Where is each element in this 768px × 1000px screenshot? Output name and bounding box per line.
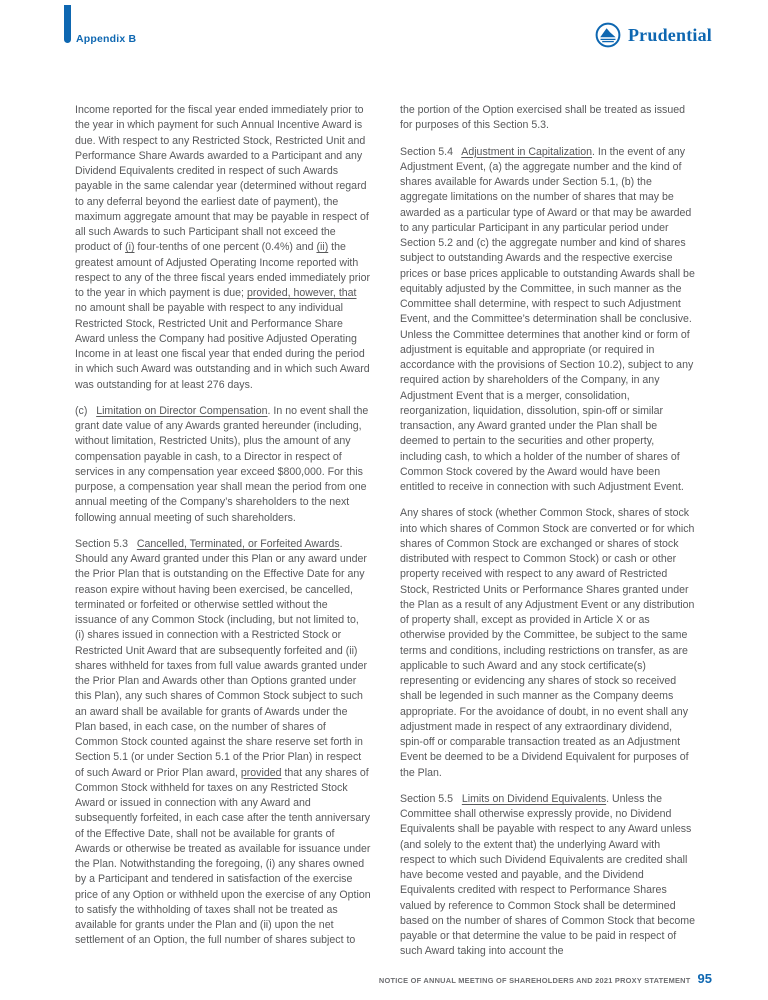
- brand-logo: [595, 22, 712, 48]
- paragraph: Any shares of stock (whether Common Stock, shares of stock into which shares of Common Stock are converted or for which shares of Common Stock are exchanged or shares of stock distributed with respect to Common Stock) or cash or other property received with respect to any award of Restricted Stock, Restricted Units or Performance Shares granted under the Plan as a result of any Adjustment Event or any distribution of property shall, except as provided in Article X or as otherwise provided by the Committee, be subject to the same terms and conditions, including restrictions on transfer, as are applicable to such Award and any stock certificate(s) representing or evidencing any shares of stock so received shall be legended in such manner as the Company deems appropriate. For the avoidance of doubt, in no event shall any adjustment made in respect of any extraordinary dividend, spin-off or comparable transaction treated as an Adjustment Event be deemed to be a Dividend Equivalent for purposes of the Plan.: [400, 507, 698, 779]
- paragraph: Income reported for the fiscal year ended immediately prior to the year in which payment for such Annual Incentive Award is due. With respect to any Restricted Stock, Restricted Unit and Performance Share Awards awarded to a Participant and any Dividend Equivalents credited in respect of such Awards payable in the same calendar year (determined without regard to any deferral beyond the earliest date of payment), the maximum aggregate amount that may be payable in respect of all such Awards to such Participant shall not exceed the product of (i) four-tenths of one percent (0.4%) and (ii) the greatest amount of Adjusted Operating Income reported with respect to any of the three fiscal years ended immediately prior to the year in which payment is due; provided, however, that no amount shall be payable with respect to any individual Restricted Stock, Restricted Unit and Performance Share Award unless the Company had positive Adjusted Operating Income in at least one fiscal year that ended during the period in which such Award was outstanding and in which such Award was outstanding for at least 276 days.: [75, 104, 373, 391]
- paragraph: Section 5.4 Adjustment in Capitalization. In the event of any Adjustment Event, (a) the aggregate number and the kind of shares available for Awards under Section 5.1, (b) the aggregate limitations on the number of shares that may be awarded as a particular type of Award or that may be awarded to any particular Participant in any particular period under Section 5.2 and (c) the aggregate number and kind of shares subject to outstanding Awards and the respective exercise prices or base prices applicable to outstanding Awards shall be equitably adjusted by the Committee, in such manner as the Committee shall determine, with respect to such Adjustment Event, and the Committee’s determination shall be conclusive. Unless the Committee determines that another kind or form of adjustment is equitable and appropriate (or required in accordance with the provisions of Section 10.2), subject to any required action by shareholders of the Company, in any Adjustment Event that is a merger, consolidation, reorganization, liquidation, dissolution, spin-off or similar transaction, any Award granted under the Plan shall be deemed to pertain to the securities and other property, including cash, to which a holder of the number of shares of Common Stock covered by the Award would have been entitled to receive in connection with such Adjustment Event.: [400, 145, 698, 493]
- appendix-accent-bar: [64, 5, 71, 43]
- appendix-label: Appendix B: [76, 33, 137, 45]
- page-number: 95: [697, 971, 712, 986]
- prudential-rock-icon: [595, 22, 621, 48]
- paragraph: Section 5.3 Cancelled, Terminated, or Forfeited Awards. Should any Award granted under this Plan or any award under the Prior Plan that is outstanding on the Effective Date for any reason expire without having been exercised, be cancelled, terminated or forfeited or otherwise settled without the issuance of any Common Stock (including, but not limited to, (i) shares issued in connection with a Restricted Stock or Restricted Unit Award that are subsequently forfeited and (ii) shares withheld for taxes from full value awards granted under the Prior Plan and Awards other than Options granted under this Plan), any such shares of Common Stock subject to such an award shall be available for grants of Awards under the Plan based, in each case, on the number of shares of Common Stock counted against the share reserve set forth in Section 5.1 (or under Section 5.1 of the Prior Plan) in respect of such Award or Prior Plan award, provided that any shares of Common Stock withheld for taxes on any Restricted Stock Award or issued in connection with any Award and subsequently forfeited, in each case after the tenth anniversary of the Effective Date, shall not be available for grants of Awards or otherwise be treated as available for issuance under the Plan. Notwithstanding the foregoing, (i) any shares owned by a Participant and tendered in satisfaction of the exercise price of any Option or withheld upon the exercise of any Option to satisfy the withholding of taxes shall not be treated as available for grants under the Plan and (ii) upon the net settlement of an Option, the full number of shares subject to: [75, 537, 374, 947]
- left-column: [75, 103, 374, 971]
- right-column: [400, 103, 696, 971]
- page-footer: [379, 971, 712, 986]
- footer-notice-text: NOTICE OF ANNUAL MEETING OF SHAREHOLDERS AND 2021 PROXY STATEMENT: [378, 976, 691, 985]
- brand-wordmark: Prudential: [627, 24, 712, 45]
- paragraph: (c) Limitation on Director Compensation. In no event shall the grant date value of any Awards granted hereunder (including, without limitation, Restricted Units), plus the amount of any compensation payable in cash, to a Director in respect of services in any compensation year exceed $800,000. For this purpose, a compensation year shall mean the period from one annual meeting of the Company’s shareholders to the next following annual meeting of such shareholders.: [75, 404, 372, 524]
- paragraph: the portion of the Option exercised shall be treated as issued for purposes of this Section 5.3.: [400, 104, 688, 132]
- body-columns: [75, 103, 697, 971]
- paragraph: Section 5.5 Limits on Dividend Equivalents. Unless the Committee shall otherwise expressly provide, no Dividend Equivalents shall be payable with respect to any Award unless (and solely to the extent that) the underlying Award with respect to which such Dividend Equivalents are credited shall have become vested and payable, and the Dividend Equivalents credited with respect to Performance Shares valued by reference to Common Stock shall be determined based on the number of shares of Common Stock that become payable or that determine the value to be paid in respect of such Award taking into account the: [400, 792, 698, 958]
